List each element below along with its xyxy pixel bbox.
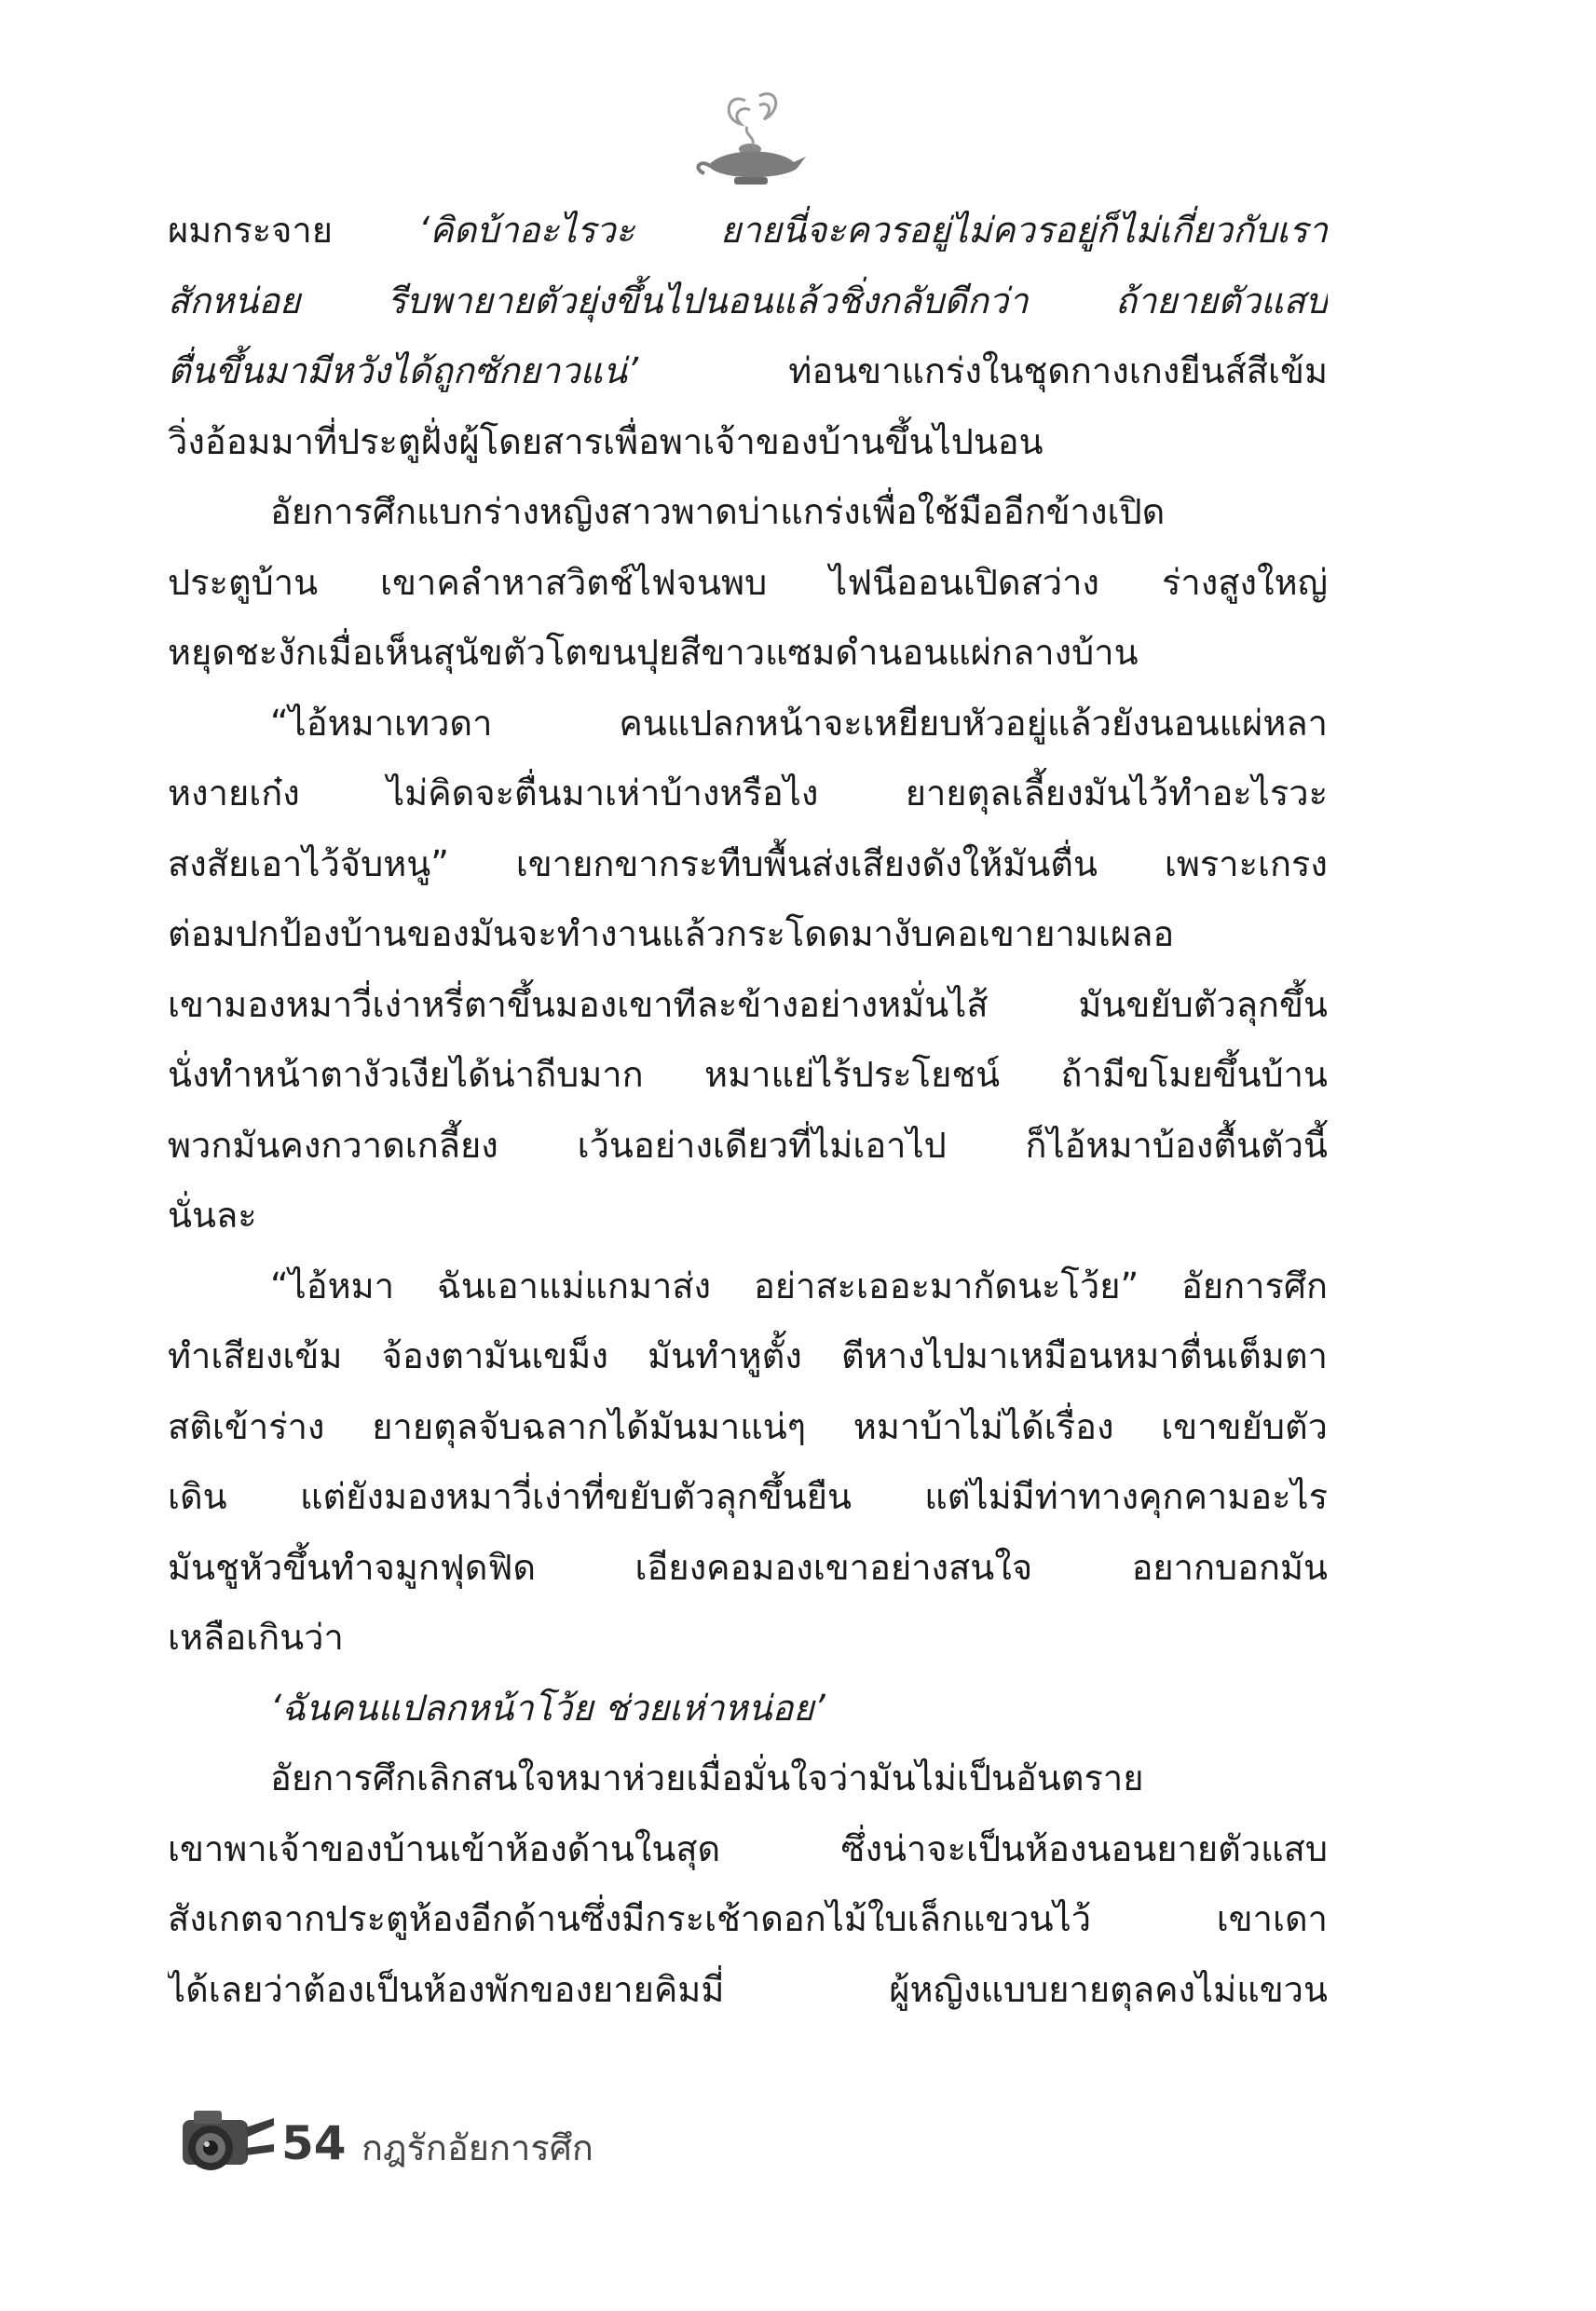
text-run: ผมกระจาย bbox=[168, 210, 419, 251]
page-number: 54 bbox=[281, 2116, 347, 2170]
text-run: อัยการศึกแบกร่างหญิงสาวพาดบ่าแกร่งเพื่อใช้มืออีกข้างเปิด bbox=[270, 491, 1166, 532]
text-line bbox=[168, 1111, 1328, 1182]
text-run: พวกมันคงกวาดเกลี้ยง เว้นอย่างเดียวที่ไม่เอาไป ก็ไอ้หมาบ้องตื้นตัวนี้ bbox=[168, 1124, 1328, 1166]
text-run: สังเกตจากประตูห้องอีกด้านซึ่งมีกระเช้าดอกไม้ใบเล็กแขวนไว้ เขาเดา bbox=[168, 1898, 1328, 1939]
text-line bbox=[168, 1462, 1328, 1533]
text-line bbox=[168, 1603, 1328, 1674]
text-line bbox=[168, 970, 1328, 1041]
text-line bbox=[168, 759, 1328, 829]
text-run: ประตูบ้าน เขาคลำหาสวิตช์ไฟจนพบ ไฟนีออนเปิดสว่าง ร่างสูงใหญ่ bbox=[168, 561, 1328, 603]
text-run: ได้เลยว่าต้องเป็นห้องพักของยายคิมมี่ ผู้หญิงแบบยายตุลคงไม่แขวน bbox=[168, 1968, 1328, 2010]
text-run: เหลือเกินว่า bbox=[168, 1617, 344, 1658]
italic-text: ‘ฉันคนแปลกหน้าโว้ย ช่วยเห่าหน่อย’ bbox=[270, 1687, 825, 1729]
genie-lamp-ornament-icon bbox=[689, 82, 811, 194]
text-line bbox=[168, 618, 1328, 689]
text-line bbox=[168, 1814, 1328, 1885]
text-run: นั่งทำหน้าตางัวเงียได้น่าถีบมาก หมาแย่ไร้ประโยชน์ ถ้ามีขโมยขึ้นบ้าน bbox=[168, 1054, 1328, 1095]
text-run: หงายเก๋ง ไม่คิดจะตื่นมาเห่าบ้างหรือไง ยายตุลเลี้ยงมันไว้ทำอะไรวะ bbox=[168, 773, 1328, 814]
text-run: สงสัยเอาไว้จับหนู” เขายกขากระทืบพื้นส่งเสียงดังให้มันตื่น เพราะเกรง bbox=[168, 842, 1328, 884]
text-run: นั่นละ bbox=[168, 1195, 257, 1236]
italic-text: ตื่นขึ้นมามีหวังได้ถูกซักยาวแน่’ bbox=[168, 350, 639, 391]
text-run: ต่อมปกป้องบ้านของมันจะทำงานแล้วกระโดดมางับคอเขายามเผลอ bbox=[168, 913, 1175, 954]
italic-text: สักหน่อย รีบพายายตัวยุ่งขึ้นไปนอนแล้วชิ่งกลับดีกว่า ถ้ายายตัวแสบ bbox=[168, 280, 1328, 321]
page-footer bbox=[166, 2092, 818, 2195]
text-run: เขาพาเจ้าของบ้านเข้าห้องด้านในสุด ซึ่งน่าจะเป็นห้องนอนยายตัวแสบ bbox=[168, 1827, 1328, 1869]
text-line bbox=[168, 1181, 1328, 1251]
text-line bbox=[168, 1392, 1328, 1463]
text-line bbox=[168, 829, 1328, 900]
text-line bbox=[168, 1321, 1328, 1392]
text-run: หยุดชะงักเมื่อเห็นสุนัขตัวโตขนปุยสีขาวแซมดำนอนแผ่กลางบ้าน bbox=[168, 632, 1139, 673]
book-title: กฎรักอัยการศึก bbox=[361, 2127, 593, 2168]
text-line bbox=[168, 477, 1328, 548]
text-line bbox=[168, 407, 1328, 478]
italic-text: ‘คิดบ้าอะไรวะ ยายนี่จะควรอยู่ไม่ควรอยู่ก็ไม่เกี่ยวกับเรา bbox=[418, 210, 1328, 251]
text-line bbox=[168, 267, 1328, 337]
text-line bbox=[168, 1251, 1328, 1322]
text-line bbox=[168, 1040, 1328, 1111]
text-run: วิ่งอ้อมมาที่ประตูฝั่งผู้โดยสารเพื่อพาเจ้าของบ้านขึ้นไปนอน bbox=[168, 420, 1044, 462]
text-line bbox=[168, 899, 1328, 970]
text-run: “ไอ้หมา ฉันเอาแม่แกมาส่ง อย่าสะเออะมากัดนะโว้ย” อัยการศึก bbox=[270, 1265, 1328, 1306]
text-run: เดิน แต่ยังมองหมาวี่เง่าที่ขยับตัวลุกขึ้นยืน แต่ไม่มีท่าทางคุกคามอะไร bbox=[168, 1476, 1328, 1517]
text-line bbox=[168, 196, 1328, 267]
text-line bbox=[168, 1744, 1328, 1814]
text-line bbox=[168, 336, 1328, 407]
text-run: ทำเสียงเข้ม จ้องตามันเขม็ง มันทำหูตั้ง ตีหางไปมาเหมือนหมาตื่นเต็มตา bbox=[168, 1335, 1328, 1376]
text-line bbox=[168, 1533, 1328, 1604]
body-text bbox=[168, 196, 1328, 2025]
text-run: ท่อนขาแกร่งในชุดกางเกงยีนส์สีเข้ม bbox=[638, 350, 1328, 391]
text-line bbox=[168, 1674, 1328, 1744]
text-line bbox=[168, 1884, 1328, 1955]
text-run: มันชูหัวขึ้นทำจมูกฟุดฟิด เอียงคอมองเขาอย่างสนใจ อยากบอกมัน bbox=[168, 1546, 1328, 1588]
camera-icon bbox=[166, 2099, 276, 2185]
text-line bbox=[168, 1955, 1328, 2026]
text-run: สติเข้าร่าง ยายตุลจับฉลากได้มันมาแน่ๆ หมาบ้าไม่ได้เรื่อง เขาขยับตัว bbox=[168, 1405, 1328, 1447]
text-run: “ไอ้หมาเทวดา คนแปลกหน้าจะเหยียบหัวอยู่แล้วยังนอนแผ่หลา bbox=[270, 702, 1328, 744]
text-run: อัยการศึกเลิกสนใจหมาห่วยเมื่อมั่นใจว่ามันไม่เป็นอันตราย bbox=[270, 1757, 1144, 1798]
text-line bbox=[168, 689, 1328, 759]
text-run: เขามองหมาวี่เง่าหรี่ตาขึ้นมองเขาทีละข้างอย่างหมั่นไส้ มันขยับตัวลุกขึ้น bbox=[168, 983, 1328, 1025]
text-line bbox=[168, 548, 1328, 619]
